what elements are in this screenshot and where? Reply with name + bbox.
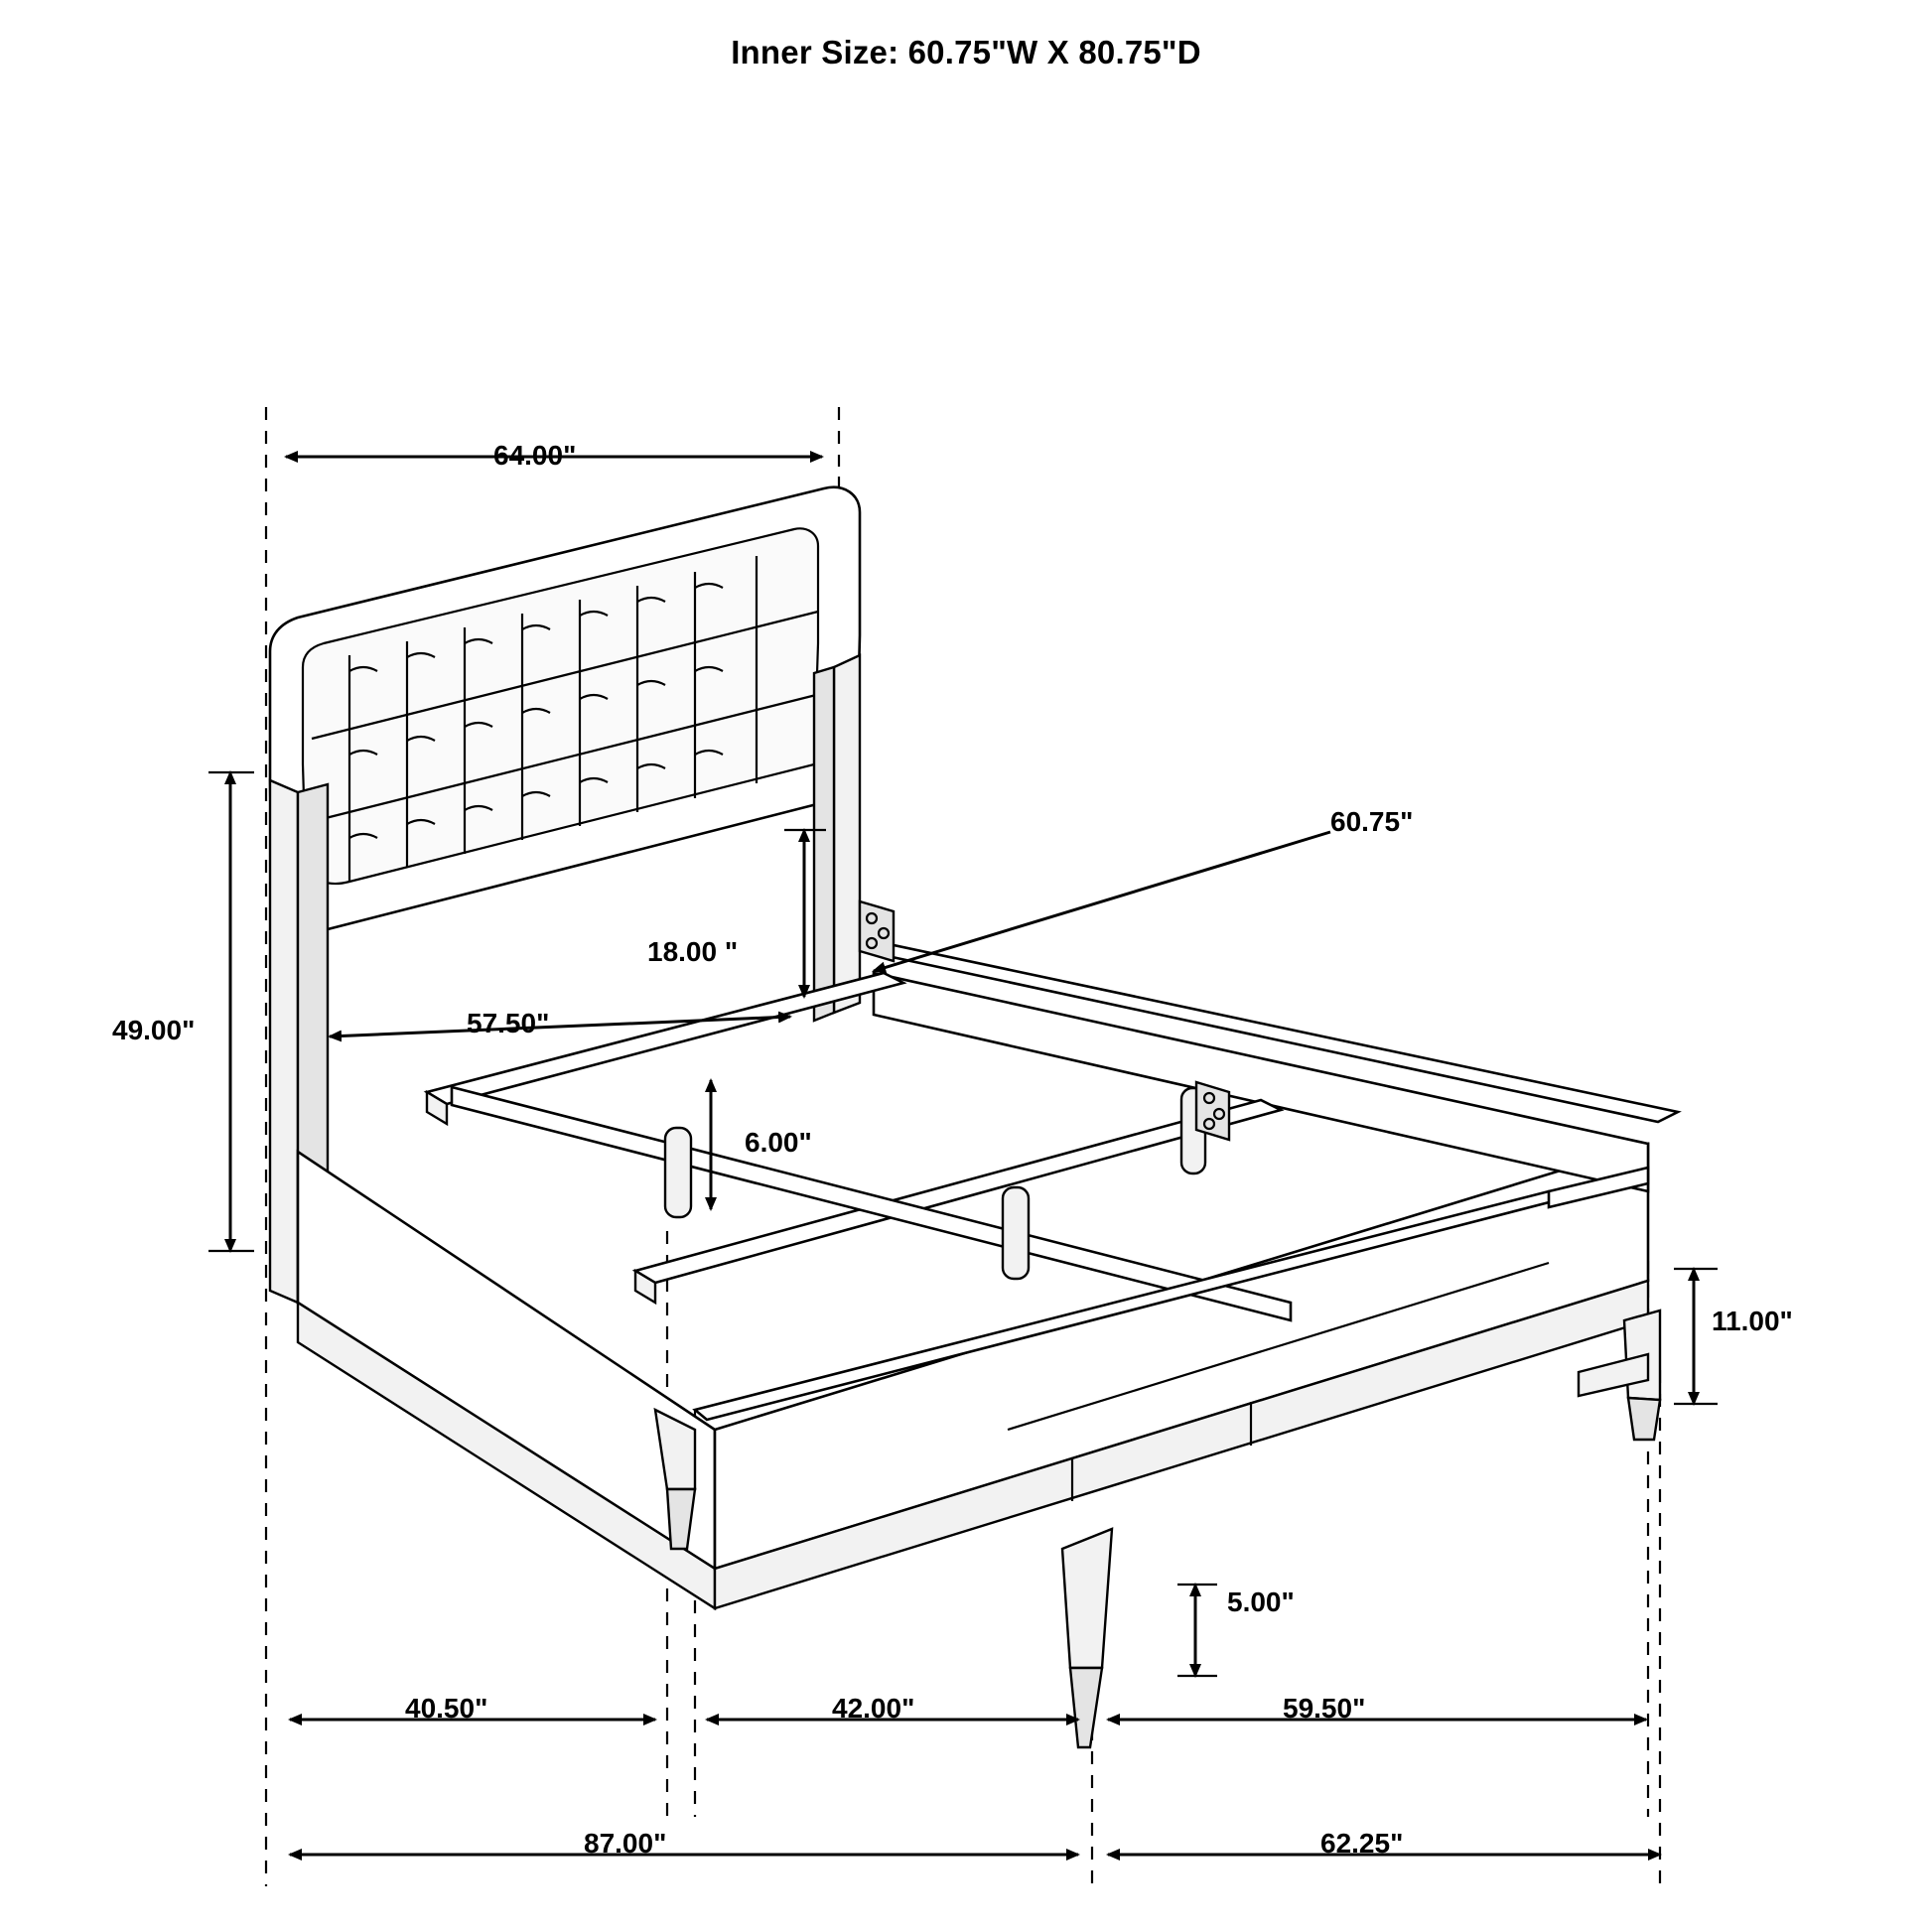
dim-headboard-height: 49.00" [112,1015,196,1045]
dim-left-foot-span: 40.50" [405,1693,488,1724]
dim-overall-length-right: 62.25" [1320,1828,1404,1859]
dim-overall-length-left: 87.00" [584,1828,667,1859]
dim-leg-height: 5.00" [1227,1587,1295,1617]
dim-overall-width-top: 64.00" [493,440,577,471]
dim-headboard-to-rail: 18.00 " [647,936,739,967]
dim-headboard-panel-width: 57.50" [467,1008,550,1038]
dim-side-rail-height: 11.00" [1712,1306,1793,1336]
dim-slat-clearance: 6.00" [745,1127,812,1158]
dim-inner-width: 60.75" [1330,806,1414,837]
dim-center-span: 42.00" [832,1693,915,1724]
page-title: Inner Size: 60.75"W X 80.75"D [731,34,1201,70]
dim-right-span: 59.50" [1283,1693,1366,1724]
